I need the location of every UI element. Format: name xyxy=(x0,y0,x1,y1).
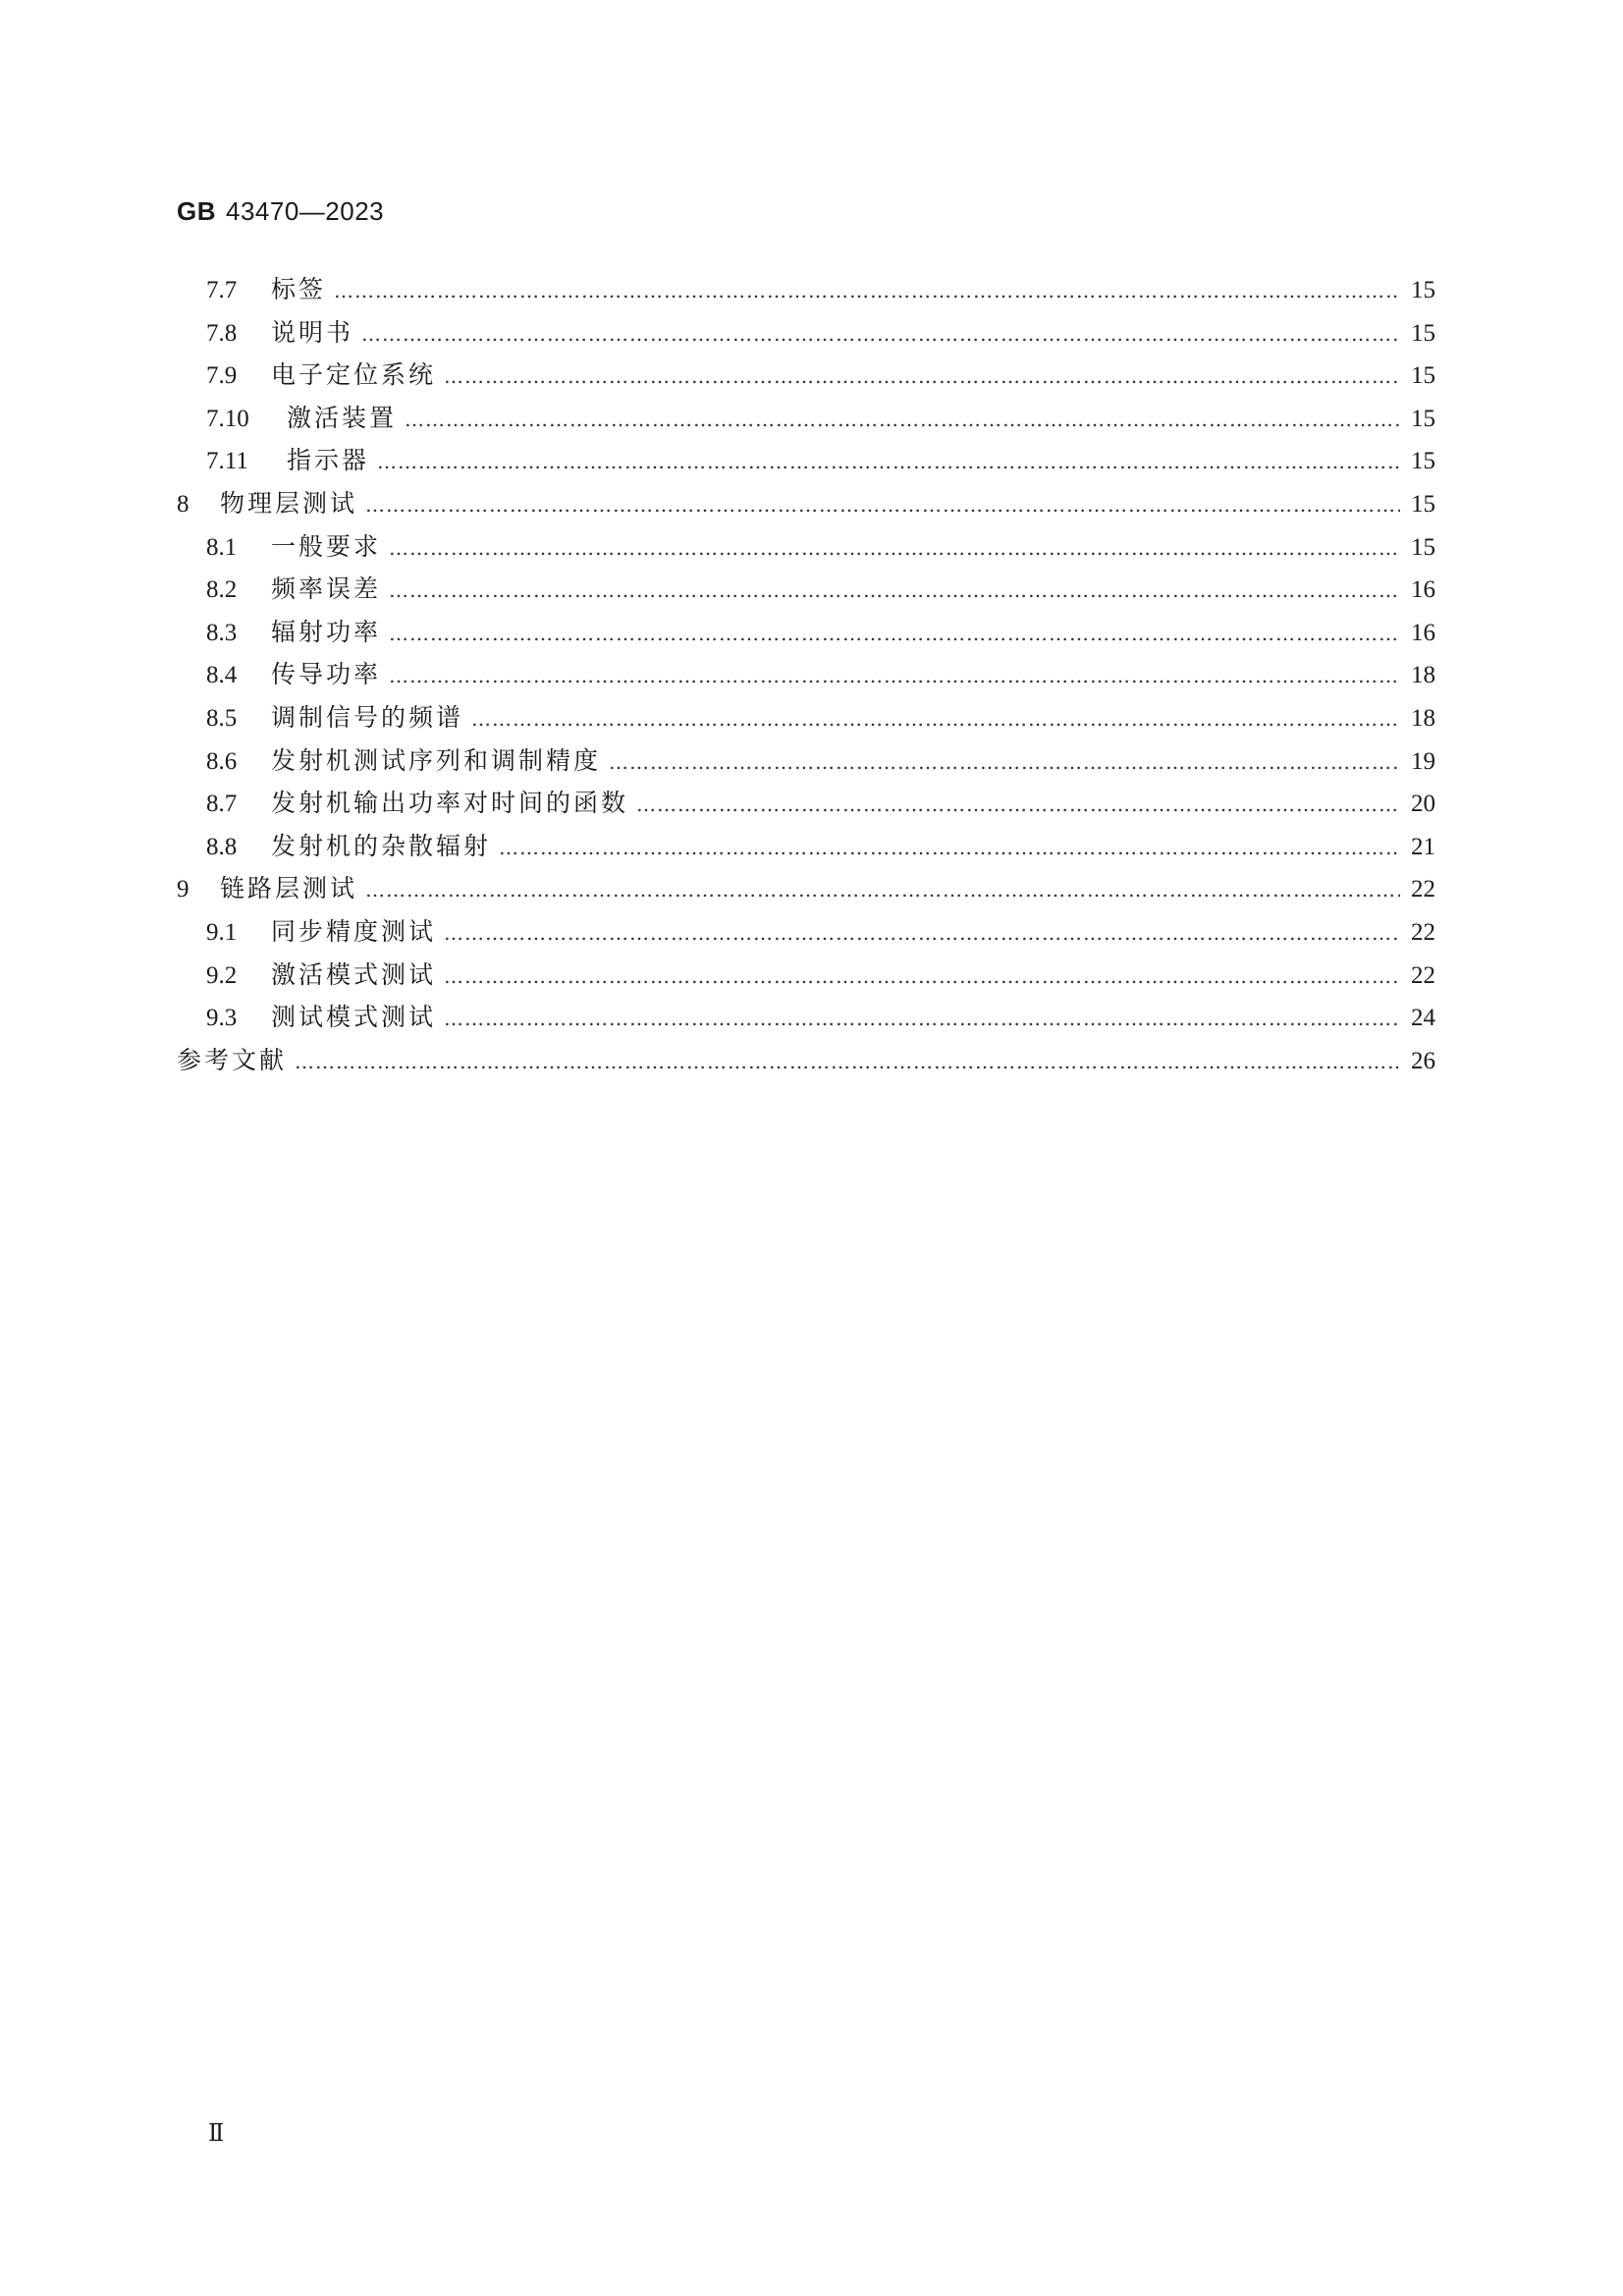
toc-entry-title: 辐射功率 xyxy=(271,617,382,646)
toc-entry-number: 9.3 xyxy=(206,1005,238,1032)
toc-entry-number: 9.2 xyxy=(206,961,238,989)
toc-entry-title: 调制信号的频谱 xyxy=(271,702,464,732)
toc-entry[interactable] xyxy=(177,912,1435,956)
toc-entry[interactable] xyxy=(177,527,1435,571)
toc-bibliography-entry[interactable] xyxy=(177,1041,1435,1084)
toc-entry-page: 15 xyxy=(1411,277,1435,303)
toc-entry-page: 20 xyxy=(1411,791,1435,818)
toc-entry[interactable] xyxy=(177,655,1435,698)
toc-entry-page: 24 xyxy=(1411,1005,1435,1032)
toc-dot-leader xyxy=(334,279,1400,302)
toc-entry-title: 参考文献 xyxy=(177,1045,288,1074)
toc-entry-title: 测试模式测试 xyxy=(271,1003,437,1032)
toc-entry-page: 15 xyxy=(1411,405,1435,432)
toc-entry-page: 22 xyxy=(1411,876,1435,903)
toc-entry-title: 一般要求 xyxy=(271,531,382,561)
toc-entry-title: 激活模式测试 xyxy=(271,959,437,989)
toc-entry-title: 传导功率 xyxy=(271,660,382,689)
toc-entry-number: 8.5 xyxy=(206,704,238,732)
toc-dot-leader xyxy=(389,664,1400,687)
toc-entry-page: 22 xyxy=(1411,918,1435,946)
toc-entry-number: 9 xyxy=(177,876,189,903)
toc-entry[interactable] xyxy=(177,741,1435,785)
toc-entry-number: 8.1 xyxy=(206,533,238,561)
toc-entry-page: 15 xyxy=(1411,490,1435,518)
toc-dot-leader xyxy=(405,408,1400,431)
standard-prefix: GB xyxy=(177,196,216,226)
page-folio: Ⅱ xyxy=(208,2121,225,2147)
toc-entry-number: 7.11 xyxy=(206,448,248,475)
toc-entry-page: 15 xyxy=(1411,362,1435,390)
toc-dot-leader xyxy=(389,622,1400,645)
toc-entry-title: 链路层测试 xyxy=(220,874,358,903)
toc-entry[interactable] xyxy=(177,399,1435,442)
toc-entry[interactable] xyxy=(177,956,1435,999)
toc-dot-leader xyxy=(389,578,1400,602)
toc-dot-leader xyxy=(636,793,1400,816)
toc-entry-page: 22 xyxy=(1411,961,1435,989)
toc-dot-leader xyxy=(365,493,1400,517)
table-of-contents xyxy=(177,270,1435,1083)
toc-entry-title: 物理层测试 xyxy=(220,488,358,518)
toc-entry-number: 8.6 xyxy=(206,747,238,775)
toc-entry[interactable] xyxy=(177,827,1435,870)
toc-entry[interactable] xyxy=(177,355,1435,399)
toc-entry-number: 7.9 xyxy=(206,362,238,390)
toc-entry-page: 15 xyxy=(1411,319,1435,347)
toc-dot-leader xyxy=(609,750,1400,774)
toc-entry-number: 8.7 xyxy=(206,791,238,818)
toc-entry-page: 15 xyxy=(1411,448,1435,475)
toc-entry-title: 说明书 xyxy=(271,317,354,347)
toc-dot-leader xyxy=(361,322,1400,346)
toc-entry-title: 发射机测试序列和调制精度 xyxy=(271,745,602,775)
toc-dot-leader xyxy=(444,364,1400,388)
toc-entry-page: 18 xyxy=(1411,662,1435,689)
toc-entry-number: 8.4 xyxy=(206,662,238,689)
toc-entry[interactable] xyxy=(177,441,1435,484)
toc-entry-page: 21 xyxy=(1411,833,1435,860)
toc-entry-title: 同步精度测试 xyxy=(271,916,437,946)
toc-entry[interactable] xyxy=(177,698,1435,741)
toc-entry-number: 8.8 xyxy=(206,833,238,860)
toc-dot-leader xyxy=(471,707,1400,731)
toc-entry-page: 19 xyxy=(1411,747,1435,775)
toc-dot-leader xyxy=(389,536,1400,560)
toc-dot-leader xyxy=(444,964,1400,988)
toc-entry-title: 发射机输出功率对时间的函数 xyxy=(271,789,629,818)
toc-entry-number: 9.1 xyxy=(206,918,238,946)
toc-entry-number: 8 xyxy=(177,490,189,518)
toc-entry-page: 15 xyxy=(1411,533,1435,561)
toc-entry-title: 标签 xyxy=(271,275,327,303)
toc-entry[interactable] xyxy=(177,613,1435,656)
toc-entry[interactable] xyxy=(177,270,1435,313)
toc-dot-leader xyxy=(444,1007,1400,1030)
toc-dot-leader xyxy=(365,878,1400,902)
toc-entry-title: 发射机的杂散辐射 xyxy=(271,831,492,860)
toc-entry-number: 7.8 xyxy=(206,319,238,347)
toc-entry-number: 8.3 xyxy=(206,619,238,646)
toc-dot-leader xyxy=(295,1050,1400,1073)
toc-entry[interactable] xyxy=(177,998,1435,1041)
standard-number: 43470—2023 xyxy=(226,196,385,226)
toc-entry[interactable] xyxy=(177,570,1435,613)
standard-number-header xyxy=(177,196,384,227)
toc-entry-number: 8.2 xyxy=(206,576,238,604)
toc-entry-title: 指示器 xyxy=(287,446,370,475)
toc-entry-number: 7.7 xyxy=(206,277,238,303)
toc-chapter-entry[interactable] xyxy=(177,484,1435,527)
toc-entry-page: 18 xyxy=(1411,704,1435,732)
toc-chapter-entry[interactable] xyxy=(177,869,1435,912)
toc-entry-number: 7.10 xyxy=(206,405,249,432)
toc-entry-page: 26 xyxy=(1411,1047,1435,1074)
toc-entry-page: 16 xyxy=(1411,576,1435,604)
toc-dot-leader xyxy=(377,450,1400,473)
toc-entry-title: 激活装置 xyxy=(287,403,398,432)
toc-entry[interactable] xyxy=(177,784,1435,827)
toc-entry[interactable] xyxy=(177,313,1435,356)
toc-entry-title: 频率误差 xyxy=(271,574,382,604)
toc-dot-leader xyxy=(444,921,1400,945)
toc-dot-leader xyxy=(499,836,1400,859)
toc-entry-title: 电子定位系统 xyxy=(271,360,437,390)
toc-entry-page: 16 xyxy=(1411,619,1435,646)
